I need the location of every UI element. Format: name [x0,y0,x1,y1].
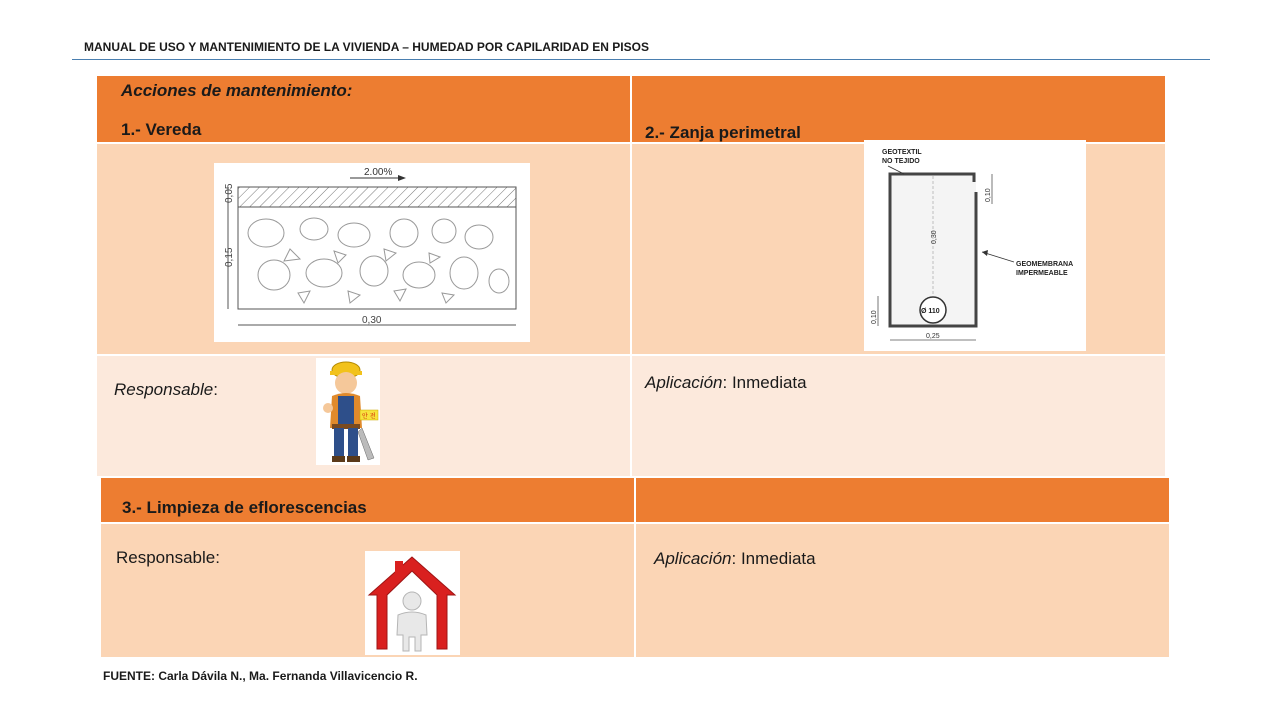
item-eflorescencias-label: 3.- Limpieza de eflorescencias [122,498,367,517]
aplicacion-label-2: Aplicación: Inmediata [654,549,816,568]
table-1-column-divider [630,76,632,476]
zanja-label-geotextil-1: GEOTEXTIL [882,149,922,156]
footer-source: FUENTE: Carla Dávila N., Ma. Fernanda Villavicencio R. [103,669,418,683]
item-vereda-label: 1.- Vereda [121,120,202,139]
responsable-label-1: Responsable: [114,380,218,399]
vereda-dim-width: 0,30 [362,315,382,326]
vereda-section-drawing [214,163,530,342]
vereda-dim-top: 0,05 [224,183,235,203]
worker-sign-text: 안 전 [362,413,376,420]
maintenance-heading: Acciones de mantenimiento: [121,81,353,100]
zanja-label-geomembrana-2: IMPERMEABLE [1016,270,1068,277]
item-zanja-label: 2.- Zanja perimetral [645,123,801,142]
zanja-label-geotextil-2: NO TEJIDO [882,158,920,165]
zanja-label-geomembrana-1: GEOMEMBRANA [1016,261,1074,268]
house-person-icon [365,551,460,655]
vereda-slope-label: 2.00% [364,167,393,178]
responsable-label-2: Responsable: [116,548,220,567]
zanja-dim-bottom: 0,10 [871,310,878,324]
zanja-pipe-label: Ø 110 [921,308,940,315]
worker-icon [316,358,380,465]
header-rule [72,59,1210,60]
zanja-dim-top: 0,10 [985,188,992,202]
aplicacion-label-1: Aplicación: Inmediata [645,373,807,392]
table-2-column-divider [634,478,636,657]
zanja-dim-height: 0,30 [931,230,938,244]
vereda-dim-mid: 0,15 [224,247,235,267]
zanja-section-drawing [864,140,1086,351]
page-header-title: MANUAL DE USO Y MANTENIMIENTO DE LA VIVIENDA – HUMEDAD POR CAPILARIDAD EN PISOS [84,40,649,54]
zanja-dim-width: 0,25 [926,333,940,340]
